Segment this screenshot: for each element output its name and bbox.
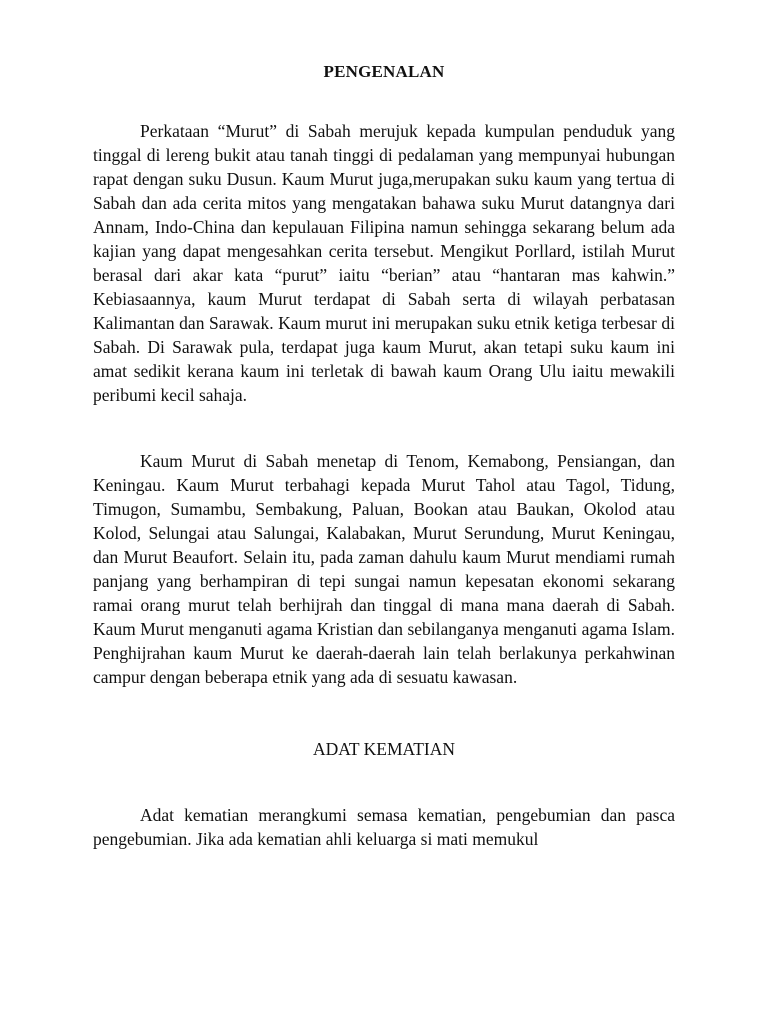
paragraph-adat-kematian: Adat kematian merangkumi semasa kematian, pengebumian dan pasca pengebumian. Jika ada kematian ahli keluarga si mati memukul (93, 805, 675, 849)
paragraph-murut-distribution: Kaum Murut di Sabah menetap di Tenom, Kemabong, Pensiangan, dan Keningau. Kaum Murut terbahagi kepada Murut Tahol atau Tagol, Tidung, Timugon, Sumambu, Sembakung, Paluan, Bookan atau Baukan, Okolod atau Kolod, Selungai atau Salungai, Kalabakan, Murut Serundung, Murut Keningau, dan Murut Beaufort. Selain itu, pada zaman dahulu kaum Murut mendiami rumah panjang yang berhampiran di tepi sungai namun kepesatan ekonomi sekarang ramai orang murut telah berhijrah dan tinggal di mana mana daerah di Sabah. Kaum Murut menganuti agama Kristian dan sebilanganya menganuti agama Islam. Penghijrahan kaum Murut ke daerah-daerah lain telah berlakunya perkahwinan campur dengan beberapa etnik yang ada di sesuatu kawasan. (93, 451, 675, 687)
section-heading-pengenalan: PENGENALAN (323, 62, 445, 81)
section-heading-adat-kematian: ADAT KEMATIAN (312, 739, 456, 759)
document-body (93, 58, 675, 851)
paragraph-murut-definition: Perkataan “Murut” di Sabah merujuk kepada kumpulan penduduk yang tinggal di lereng bukit atau tanah tinggi di pedalaman yang mempunyai hubungan rapat dengan suku Dusun. Kaum Murut juga,merupakan suku kaum yang tertua di Sabah dan ada cerita mitos yang mengatakan bahawa suku Murut datangnya dari Annam, Indo-China dan kepulauan Filipina namun sehingga sekarang belum ada kajian yang dapat mengesahkan cerita tersebut. Mengikut Porllard, istilah Murut berasal dari akar kata “purut” iaitu “berian” atau “hantaran mas kahwin.” Kebiasaannya, kaum Murut terdapat di Sabah serta di wilayah perbatasan Kalimantan dan Sarawak. Kaum murut ini merupakan suku etnik ketiga terbesar di Sabah. Di Sarawak pula, terdapat juga kaum Murut, akan tetapi suku kaum ini amat sedikit kerana kaum ini terletak di bawah kaum Orang Ulu iaitu mewakili peribumi kecil sahaja. (93, 121, 675, 405)
